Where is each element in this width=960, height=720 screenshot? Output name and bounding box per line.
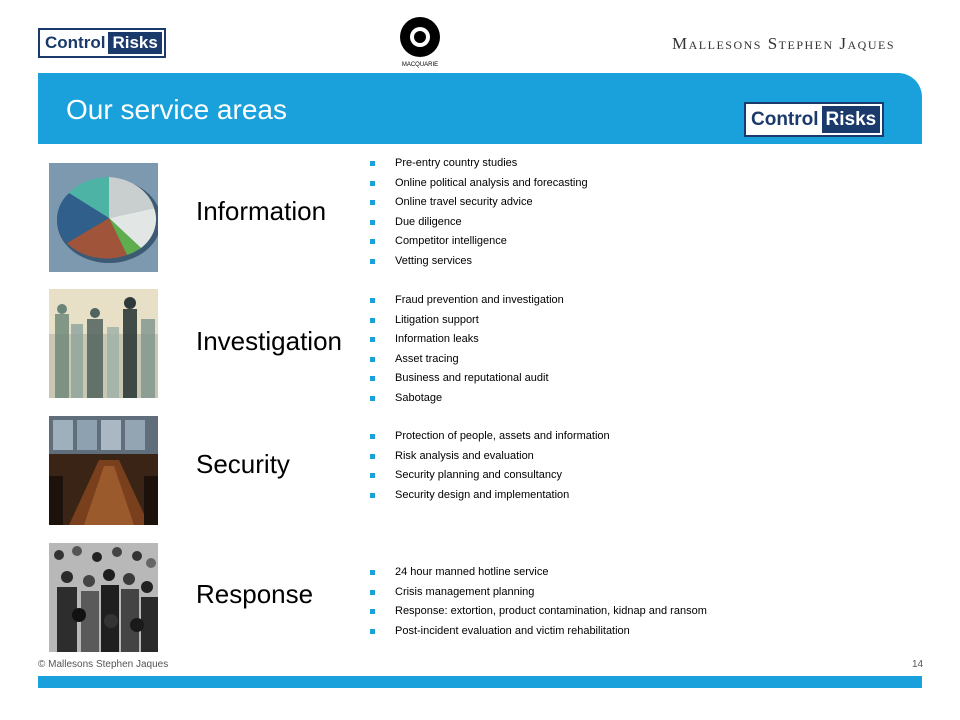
boardroom-image [49, 416, 158, 525]
logo-word-control: Control [748, 106, 822, 133]
list-item: 24 hour manned hotline service [370, 563, 707, 583]
list-item: Protection of people, assets and information [370, 427, 610, 447]
logo-word-risks: Risks [822, 106, 881, 133]
pie-chart-image [49, 163, 158, 272]
page-title: Our service areas [66, 94, 287, 125]
response-bullet-list [370, 563, 707, 641]
list-item: Response: extortion, product contamination, kidnap and ransom [370, 602, 707, 622]
list-item: Sabotage [370, 389, 564, 409]
logo-word-control: Control [42, 32, 108, 54]
information-bullet-list [370, 154, 588, 271]
list-item: Competitor intelligence [370, 232, 588, 252]
list-item: Due diligence [370, 213, 588, 233]
control-risks-banner-logo [744, 102, 884, 137]
investigation-bullet-list [370, 291, 564, 408]
list-item: Security planning and consultancy [370, 466, 610, 486]
logo-word-risks: Risks [108, 32, 161, 54]
list-item: Asset tracing [370, 350, 564, 370]
macquarie-logo [397, 16, 443, 68]
list-item: Online travel security advice [370, 193, 588, 213]
section-title-investigation: Investigation [196, 326, 342, 356]
security-bullet-list [370, 427, 610, 505]
list-item: Litigation support [370, 311, 564, 331]
page-number: 14 [912, 659, 924, 670]
list-item: Online political analysis and forecasting [370, 174, 588, 194]
section-title-security: Security [196, 449, 290, 479]
list-item: Crisis management planning [370, 583, 707, 603]
list-item: Security design and implementation [370, 486, 610, 506]
section-title-response: Response [196, 579, 314, 609]
crowd-image [49, 543, 158, 652]
list-item: Vetting services [370, 252, 588, 272]
list-item: Post-incident evaluation and victim rehabilitation [370, 622, 707, 642]
macquarie-logo-text: MACQUARIE [401, 62, 439, 68]
list-item: Information leaks [370, 330, 564, 350]
people-walking-image [49, 289, 158, 398]
list-item: Pre-entry country studies [370, 154, 588, 174]
section-title-information: Information [196, 196, 327, 226]
control-risks-logo [38, 28, 166, 58]
msj-logo: Mallesons Stephen Jaques [672, 34, 896, 53]
list-item: Risk analysis and evaluation [370, 447, 610, 467]
list-item: Business and reputational audit [370, 369, 564, 389]
list-item: Fraud prevention and investigation [370, 291, 564, 311]
footer-copyright: © Mallesons Stephen Jaques [38, 659, 169, 670]
footer-bar [38, 676, 922, 688]
